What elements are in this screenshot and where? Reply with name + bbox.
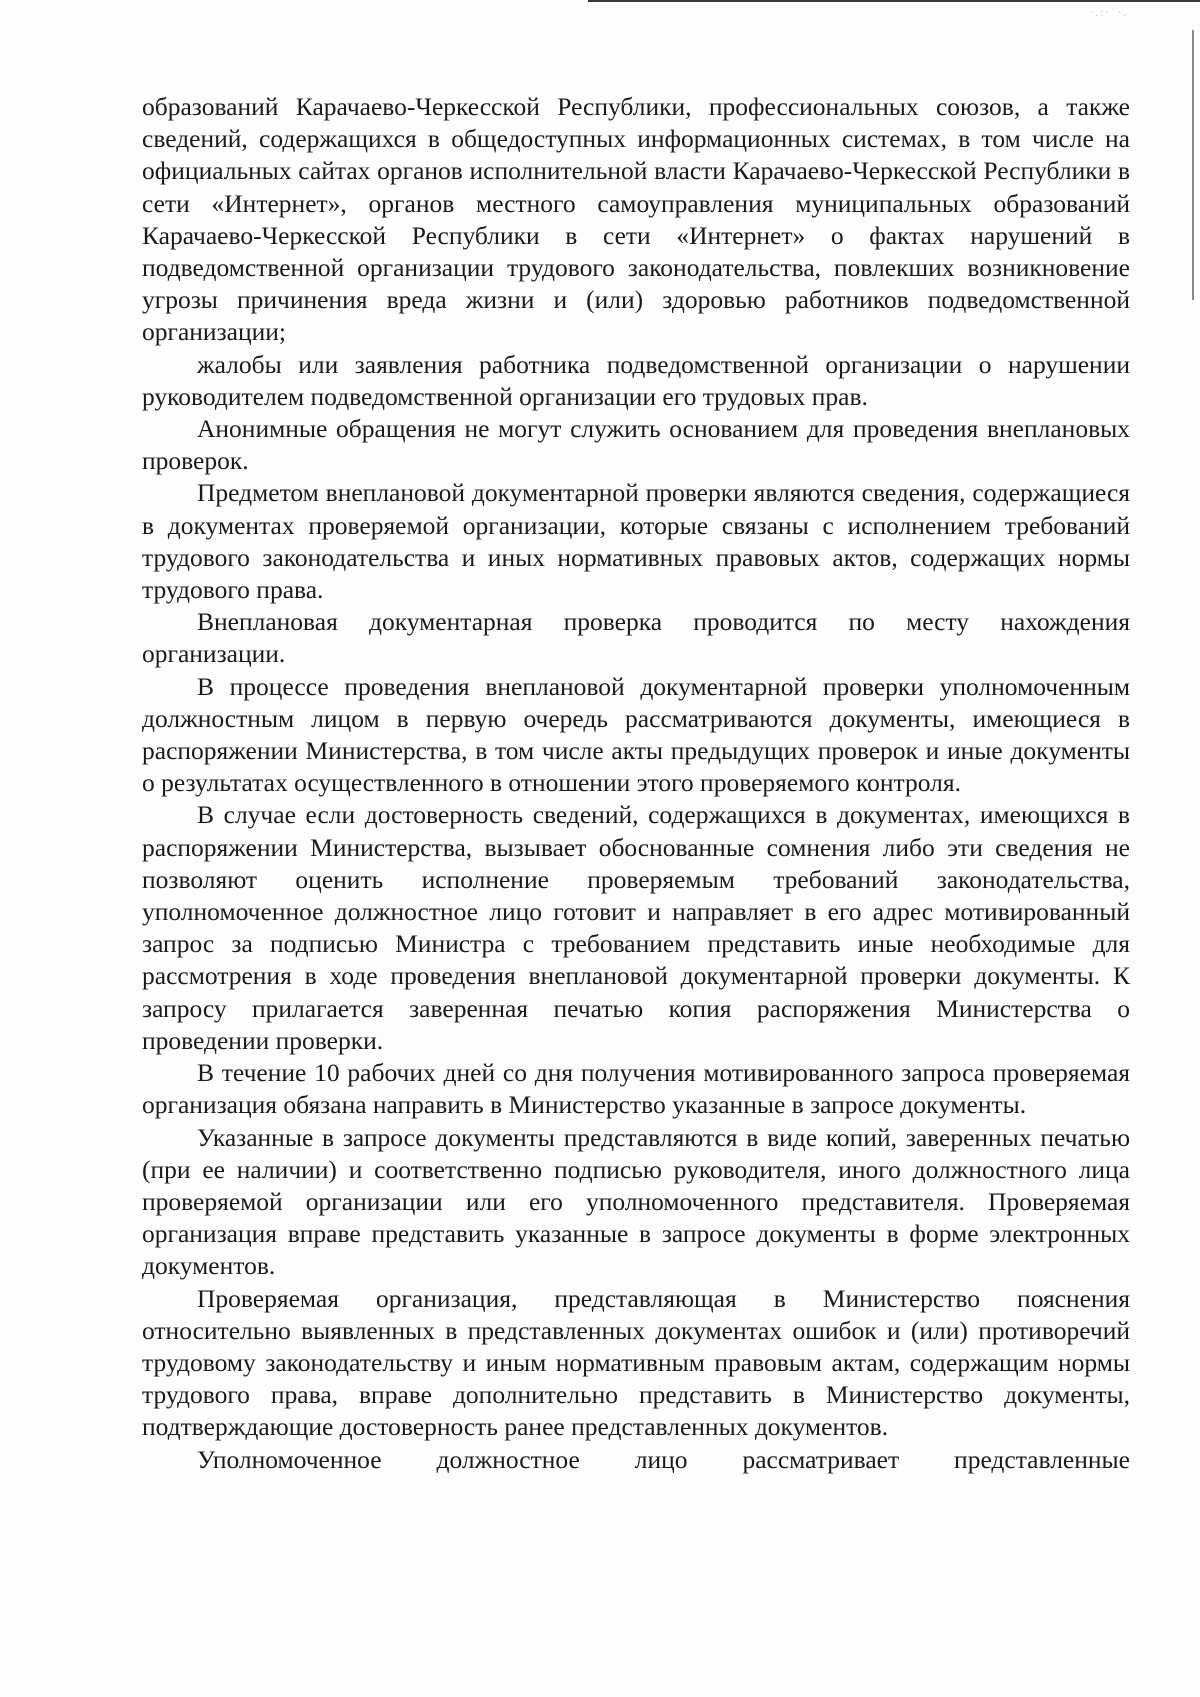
paragraph-5: Внеплановая документарная проверка проводится по месту нахождения организации.	[142, 607, 1130, 669]
paragraph-9: Указанные в запросе документы представляются в виде копий, заверенных печатью (при ее наличии) и соответственно подписью руководителя, иного должностного лица проверяемой организации или его уполномоченного представителя. Проверяемая организация вправе представить указанные в запросе документы в форме электронных документов.	[142, 1122, 1130, 1281]
document-body	[142, 91, 1130, 1476]
paragraph-4: Предметом внеплановой документарной проверки являются сведения, содержащиеся в документах проверяемой организации, которые связаны с исполнением требований трудового законодательства и иных нормативных правовых актов, содержащих нормы трудового права.	[142, 478, 1130, 605]
paragraph-6: В процессе проведения внеплановой документарной проверки уполномоченным должностным лицом в первую очередь рассматриваются документы, имеющиеся в распоряжении Министерства, в том числе акты предыдущих проверок и иные документы о результатах осуществленного в отношении этого проверяемого контроля.	[142, 671, 1130, 798]
paragraph-8: В течение 10 рабочих дней со дня получения мотивированного запроса проверяемая организация обязана направить в Министерство указанные в запросе документы.	[142, 1058, 1130, 1120]
paragraph-11: Уполномоченное должностное лицо рассматривает представленные	[197, 1444, 1130, 1474]
paragraph-2: жалобы или заявления работника подведомственной организации о нарушении руководителем подведомственной организации его трудовых прав.	[142, 349, 1130, 411]
paragraph-7: В случае если достоверность сведений, содержащихся в документах, имеющихся в распоряжении Министерства, вызывает обоснованные сомнения либо эти сведения не позволяют оценить исполнение проверяемым требований законодательства, уполномоченное должностное лицо готовит и направляет в его адрес мотивированный запрос за подписью Министра с требованием представить иные необходимые для рассмотрения в ходе проведения внеплановой документарной проверки документы. К запросу прилагается заверенная печатью копия распоряжения Министерства о проведении проверки.	[142, 800, 1130, 1055]
paragraph-10: Проверяемая организация, представляющая в Министерство пояснения относительно выявленных в представленных документах ошибок и (или) противоречий трудовому законодательству и иным нормативным правовым актам, содержащим нормы трудового права, вправе дополнительно представить в Министерство документы, подтверждающие достоверность ранее представленных документов.	[142, 1283, 1130, 1442]
scan-border-top	[588, 0, 1200, 2]
paragraph-1: образований Карачаево-Черкесской Республики, профессиональных союзов, а также сведений, содержащихся в общедоступных информационных системах, в том числе на официальных сайтах органов исполнительной власти Карачаево-Черкесской Республики в сети «Интернет», органов местного самоуправления муниципальных образований Карачаево-Черкесской Республики в сети «Интернет» о фактах нарушений в подведомственной организации трудового законодательства, повлекших возникновение угрозы причинения вреда жизни и (или) здоровью работников подведомственной организации;	[142, 92, 1130, 347]
scan-noise: ·.:·˙·.	[1090, 8, 1129, 19]
paragraph-3: Анонимные обращения не могут служить основанием для проведения внеплановых проверок.	[142, 414, 1130, 476]
scan-border-right	[1192, 30, 1194, 300]
